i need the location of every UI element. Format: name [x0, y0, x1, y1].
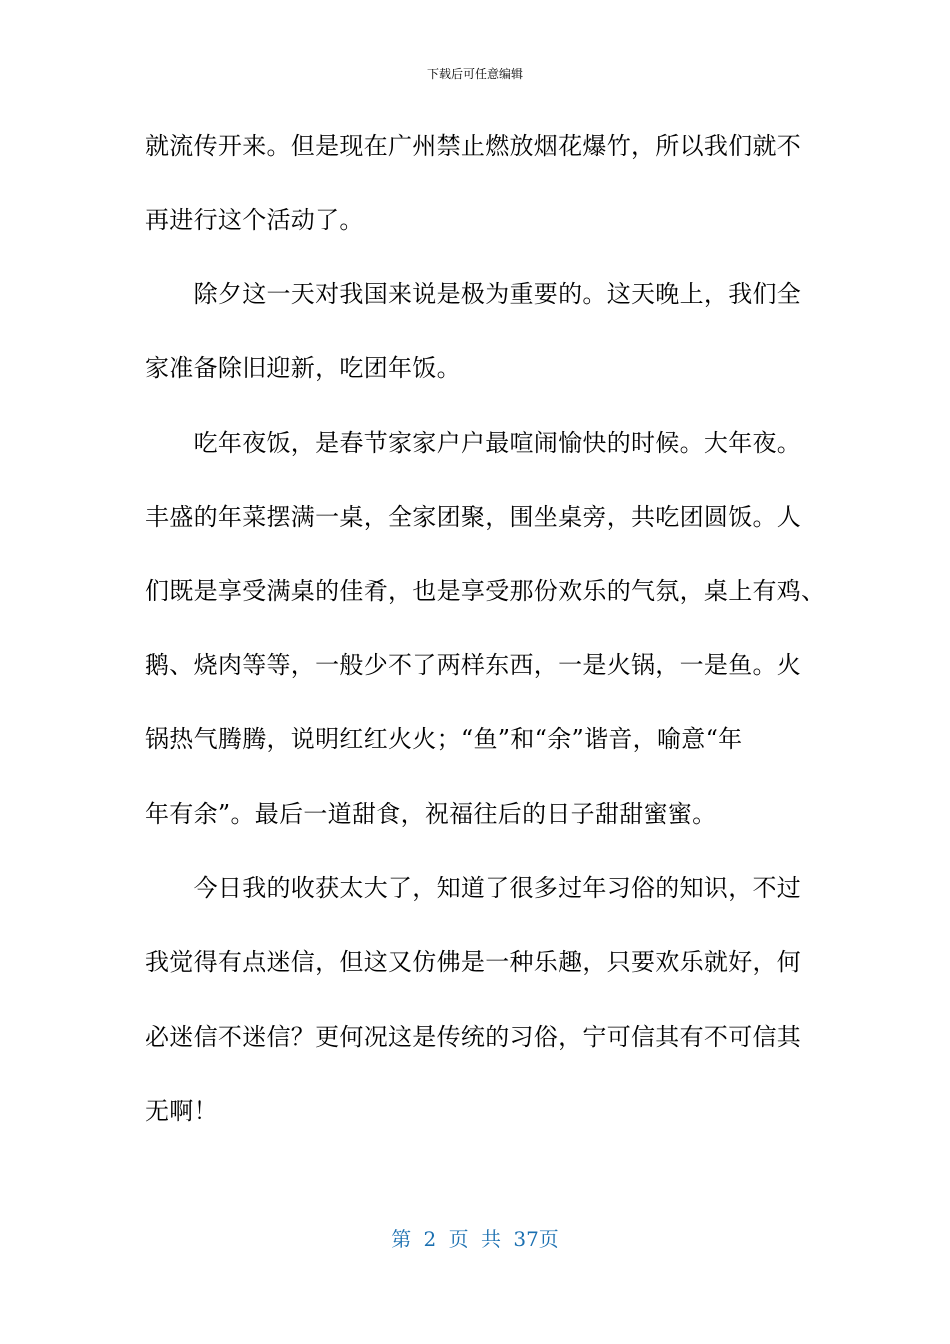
page-header: 下载后可任意编辑: [426, 67, 523, 81]
body-line-11: 今日我的收获太大了，知道了很多过年习俗的知识，不过: [145, 874, 802, 902]
page-number-footer: 第 2 页 共 37页: [391, 1227, 559, 1251]
body-line-6: 丰盛的年菜摆满一桌，全家团聚，围坐桌旁，共吃团圆饭。人: [145, 503, 802, 531]
body-line-3: 除夕这一天对我国来说是极为重要的。这天晚上，我们全: [145, 280, 802, 308]
body-line-12: 我觉得有点迷信，但这又仿佛是一种乐趣，只要欢乐就好，何: [145, 948, 802, 976]
body-line-1: 就流传开来。但是现在广州禁止燃放烟花爆竹，所以我们就不: [145, 132, 802, 160]
body-line-4: 家准备除旧迎新，吃团年饭。: [145, 354, 461, 382]
body-line-14: 无啊！: [145, 1097, 218, 1125]
body-line-2: 再进行这个活动了。: [145, 206, 364, 234]
body-line-7: 们既是享受满桌的佳肴，也是享受那份欢乐的气氛，桌上有鸡、: [145, 577, 826, 605]
body-line-10: 年有余”。最后一道甜食，祝福往后的日子甜甜蜜蜜。: [145, 800, 717, 828]
body-line-13: 必迷信不迷信？更何况这是传统的习俗，宁可信其有不可信其: [145, 1023, 802, 1051]
body-line-8: 鹅、烧肉等等，一般少不了两样东西，一是火锅，一是鱼。火: [145, 651, 802, 679]
body-line-9: 锅热气腾腾，说明红红火火；“鱼”和“余”谐音，喻意“年: [145, 725, 743, 753]
body-line-5: 吃年夜饭，是春节家家户户最喧闹愉快的时候。大年夜。: [145, 429, 802, 457]
